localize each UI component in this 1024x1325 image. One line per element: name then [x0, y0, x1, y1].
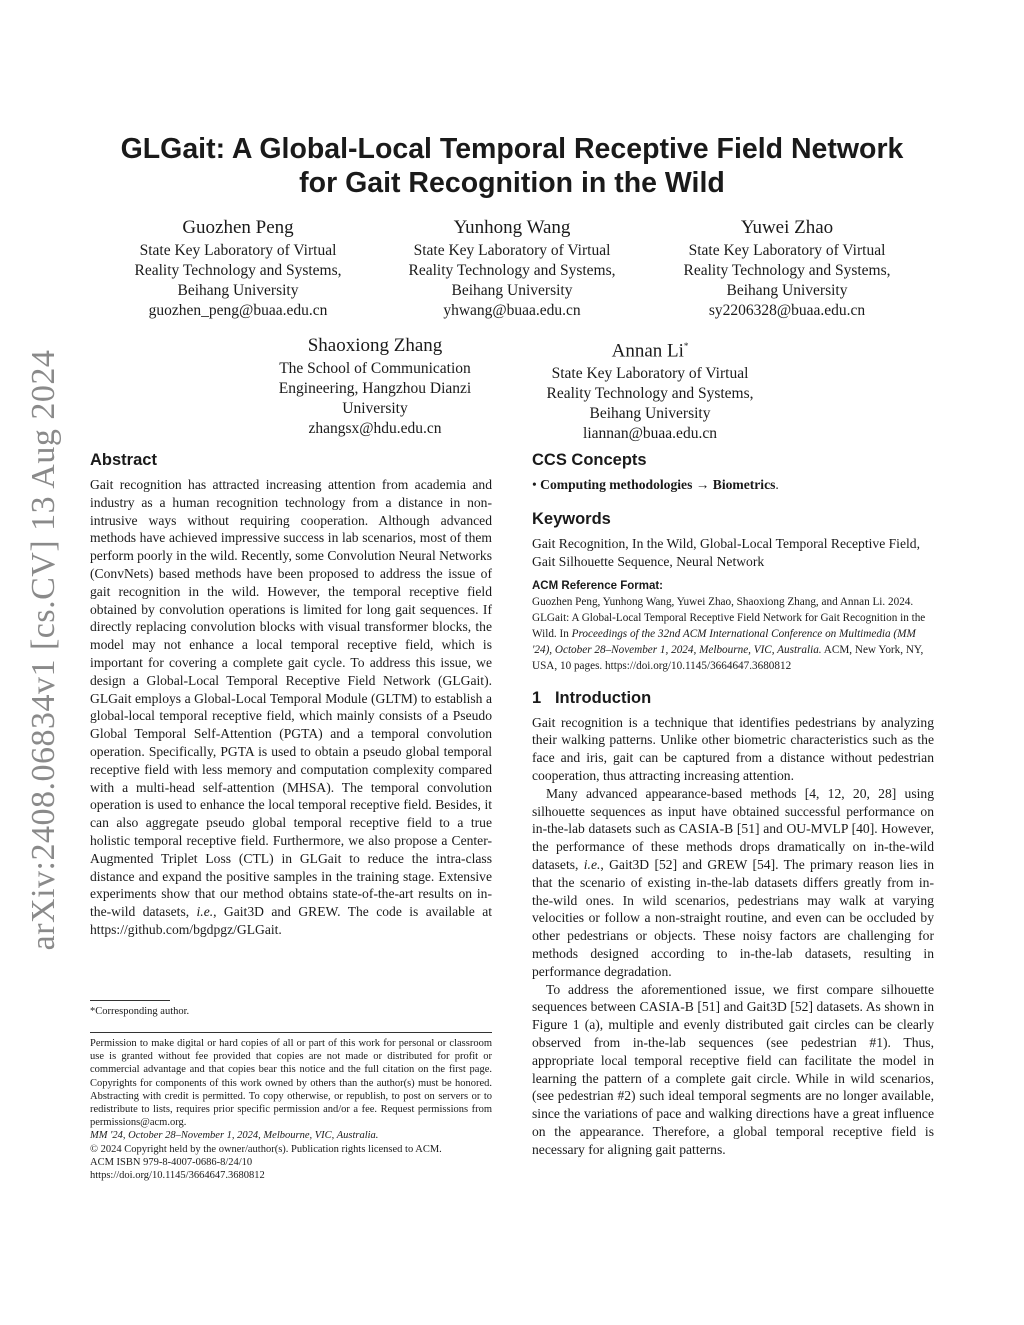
keywords-text: Gait Recognition, In the Wild, Global-Local Temporal Receptive Field, Gait Silhouette Sequence, Neural Network	[532, 535, 920, 569]
para-italic: i.e.	[583, 856, 601, 872]
author-name: Yunhong Wang	[453, 217, 571, 238]
author-block	[112, 216, 364, 321]
author-affiliation: Beihang University	[177, 282, 299, 299]
author-email: zhangsx@hdu.edu.cn	[308, 420, 442, 437]
author-affiliation: Reality Technology and Systems,	[546, 385, 754, 403]
title-line-2: for Gait Recognition in the Wild	[299, 167, 725, 199]
title-line-1: GLGait: A Global-Local Temporal Receptive Field Network	[120, 133, 904, 165]
author-name: Guozhen Peng	[182, 217, 294, 238]
paper-title	[90, 132, 934, 200]
author-affiliation: Reality Technology and Systems,	[683, 262, 891, 279]
para-part: , Gait3D [52] and GREW [54]. The primary reason lies in that the scenario of existing in-the-lab datasets differs greatly from in-the-wild ones. In wild scenarios, pedestrians may walk at varying velocities or follow a non-straight routine, and even can be occluded by other pedestrians or objects. These noisy factors are challenging for methods designed according to in-the-lab datasets, resulting in performance degradation.	[532, 856, 934, 979]
abstract-heading: Abstract	[90, 451, 157, 469]
ccs-concept: Computing methodologies → Biometrics	[540, 477, 776, 492]
permission-text: Permission to make digital or hard copies of all or part of this work for personal or classroom use is granted without fee provided that copies are not made or distributed for profit or commercial advantage and that copies bear this notice and the full citation on the first page. Copyrights for components of this work owned by others than the author(s) must be honored. Abstracting with credit is permitted. To copy otherwise, or republish, to post on servers or to redistribute to lists, requires prior specific permission and/or a fee. Request permissions from permissions@acm.org.	[90, 1038, 492, 1129]
acm-reference-text	[532, 594, 934, 675]
doi: https://doi.org/10.1145/3664647.3680812	[90, 1170, 265, 1182]
author-affiliation: State Key Laboratory of Virtual	[139, 242, 337, 259]
ref-italic: Proceedings of the 32nd ACM International Conference on Multimedia (MM '24), October 28–November 1, 2024, Melbourne, VIC, Australia.	[532, 628, 916, 657]
acm-reference	[532, 580, 934, 674]
author-affiliation: Reality Technology and Systems,	[134, 262, 342, 279]
acm-reference-heading: ACM Reference Format:	[532, 580, 663, 593]
section-number: 1	[532, 688, 542, 707]
author-affiliation: Engineering, Hangzhou Dianzi	[278, 380, 472, 397]
intro-paragraph-2	[532, 785, 934, 981]
section-title: Introduction	[554, 688, 652, 707]
intro-paragraph-3: To address the aforementioned issue, we first compare silhouette sequences between CASIA-B [51] and Gait3D [52] datasets. As shown in Figure 1 (a), multiple and evenly distributed gait circles can be clearly observed from in-the-lab sequences (see pedestrian #1). Thus, appropriate local temporal receptive field can facilitate the model in learning the pattern of a complete gait circle. While in wild scenarios, (see pedestrian #2) such ideal temporal segments are no longer available, since the variations of pace and walking directions have a great influence on the appearance. Therefore, a global temporal receptive field is necessary for aligning gait patterns.	[532, 981, 934, 1157]
copyright: © 2024 Copyright held by the owner/author(s). Publication rights licensed to ACM.	[90, 1143, 442, 1155]
author-name: Yuwei Zhao	[740, 217, 834, 238]
ref-part: ACM, New York, NY, USA, 10 pages. https://doi.org/10.1145/3664647.3680812	[532, 644, 924, 673]
ref-part: Guozhen Peng, Yunhong Wang, Yuwei Zhao, Shaoxiong Zhang, and Annan Li. 2024. GLGait: A Global-Local Temporal Receptive Field Network for Gait Recognition in the Wild. In	[532, 595, 926, 640]
abstract-section	[90, 450, 492, 939]
author-email: sy2206328@buaa.edu.cn	[708, 302, 866, 319]
abstract-text	[90, 476, 492, 939]
abstract-text-part: Gait recognition has attracted increasing attention from academia and industry as a human recognition technology from a distance in non-intrusive ways without requiring cooperation. Although advanced methods have achieved impressive success in lab scenarios, most of them perform poorly in the wild. Recently, some Convolution Neural Networks (ConvNets) based methods have been proposed to address the issue of gait recognition in the wild. However, the temporal receptive field obtained by convolution operations is limited for long gait sequences. If directly replacing convolution blocks with visual transformer blocks, the model may not enhance a local temporal receptive field, which is important for covering a complete gait cycle. To address this issue, we design a Global-Local Temporal Receptive Field Network (GLGait). GLGait employs a Global-Local Temporal Module (GLTM) to establish a global-local temporal receptive field, which mainly consists of a Pseudo Global Temporal Self-Attention (PGTA) and a temporal convolution operation. Specifically, PGTA is used to obtain a pseudo global temporal receptive field with less memory and computation complexity compared with a multi-head self-attention (MHSA). The temporal convolution operation is used to enhance the local temporal receptive field. Besides, it can also aggregate pseudo global temporal receptive field to a true holistic temporal receptive field. Furthermore, we also propose a Center-Augmented Triplet Loss (CTL) in GLGait to reduce the intra-class distance and expand the positive samples in the training stage. Extensive experiments show that our method obtains state-of-the-art results on in-the-wild datasets,	[90, 477, 492, 920]
arxiv-id: arXiv:2408.06834v1 [cs.CV] 13 Aug 2024	[25, 349, 62, 951]
author-affiliation: State Key Laboratory of Virtual	[413, 242, 611, 259]
author-email: yhwang@buaa.edu.cn	[443, 302, 581, 319]
period: .	[775, 477, 779, 492]
author-name-text: Annan Li	[611, 340, 684, 362]
permission-block	[90, 1037, 492, 1182]
bullet: •	[532, 477, 541, 492]
ccs-item	[532, 476, 934, 494]
author-name	[524, 334, 776, 363]
arxiv-sidebar-stamp	[14, 330, 74, 970]
footnote	[90, 1005, 492, 1018]
permission-rule	[90, 1032, 492, 1033]
author-block	[386, 216, 638, 321]
footnote-text: *Corresponding author.	[90, 1006, 190, 1017]
ccs-heading: CCS Concepts	[532, 451, 647, 469]
abstract-italic: i.e.	[196, 904, 214, 920]
abstract-text-part: , Gait3D and GREW. The code is available at https://github.com/bgdpgz/GLGait.	[90, 904, 492, 937]
author-affiliation: State Key Laboratory of Virtual	[551, 365, 749, 383]
footnote-rule	[90, 1000, 170, 1001]
author-block	[524, 334, 776, 444]
author-name: Shaoxiong Zhang	[307, 335, 443, 356]
author-affiliation: Beihang University	[451, 282, 573, 299]
author-affiliation: Beihang University	[589, 405, 711, 423]
author-block	[249, 334, 501, 439]
right-column	[532, 450, 934, 1159]
author-email: liannan@buaa.edu.cn	[583, 425, 717, 443]
author-affiliation: Beihang University	[726, 282, 848, 299]
author-block	[661, 216, 913, 321]
author-affiliation: University	[342, 400, 408, 417]
author-affiliation: State Key Laboratory of Virtual	[688, 242, 886, 259]
corresponding-mark: *	[683, 341, 689, 351]
intro-heading	[532, 688, 934, 708]
isbn: ACM ISBN 979-8-4007-0686-8/24/10	[90, 1156, 253, 1168]
author-email: guozhen_peng@buaa.edu.cn	[148, 302, 328, 319]
author-affiliation: Reality Technology and Systems,	[408, 262, 616, 279]
para-part: Many advanced appearance-based methods [4, 12, 20, 28] using silhouette sequences as input have obtained successful performance on in-the-lab datasets such as CASIA-B [51] and OU-MVLP [40]. However, the performance of these methods drops dramatically on in-the-wild datasets,	[532, 785, 934, 872]
venue: MM '24, October 28–November 1, 2024, Melbourne, VIC, Australia.	[90, 1130, 379, 1142]
author-affiliation: The School of Communication	[279, 360, 471, 377]
keywords-heading: Keywords	[532, 509, 611, 528]
intro-paragraph-1: Gait recognition is a technique that identifies pedestrians by analyzing their walking patterns. Unlike other biometric characteristics such as the face and iris, gait can be captured from a distance without pedestrian cooperation, thus attracting increasing attention.	[532, 714, 934, 783]
